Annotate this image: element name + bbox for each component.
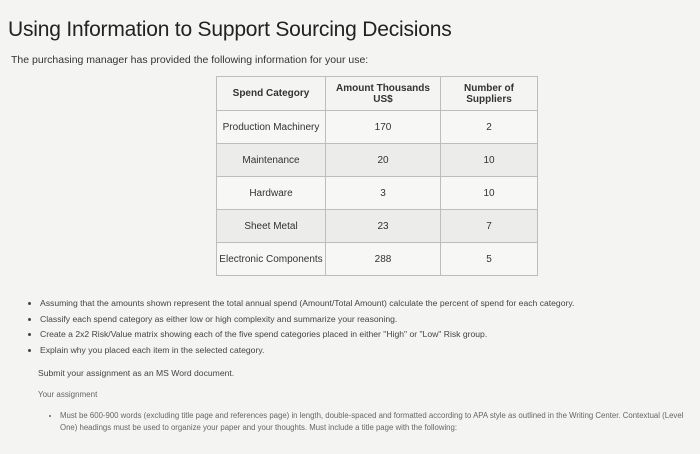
table-row <box>217 177 538 210</box>
table-row <box>217 111 538 144</box>
header-spend-category: Spend Category <box>217 77 326 111</box>
task-list <box>28 298 574 360</box>
list-item: • Classify each spend category as either low or high complexity and summarize your reasoning. <box>40 314 574 325</box>
cell-category: Sheet Metal <box>217 210 326 243</box>
cell-suppliers: 10 <box>441 177 538 210</box>
cell-suppliers: 5 <box>441 243 538 276</box>
cell-category: Production Machinery <box>217 111 326 144</box>
cell-suppliers: 7 <box>441 210 538 243</box>
assignment-list <box>48 410 700 433</box>
submit-instructions: Submit your assignment as an MS Word document. <box>38 368 235 378</box>
list-item: • Create a 2x2 Risk/Value matrix showing each of the five spend categories placed in either "High" or "Low" Risk group. <box>40 329 574 340</box>
table-row <box>217 243 538 276</box>
cell-amount: 20 <box>326 144 441 177</box>
cell-amount: 170 <box>326 111 441 144</box>
page-title: Using Information to Support Sourcing Decisions <box>8 18 452 41</box>
list-item: • Must be 600-900 words (excluding title page and references page) in length, double-spaced and formatted according to APA style as outlined in the Writing Center. Contextual (Level One) headings must be used to organize your paper and your thoughts. Must include a title page with the following: <box>60 410 700 433</box>
assignment-heading: Your assignment <box>38 390 98 399</box>
table-row <box>217 210 538 243</box>
cell-category: Hardware <box>217 177 326 210</box>
table-row <box>217 144 538 177</box>
header-suppliers: Number of Suppliers <box>441 77 538 111</box>
table-header-row <box>217 77 538 111</box>
cell-amount: 3 <box>326 177 441 210</box>
cell-amount: 23 <box>326 210 441 243</box>
list-item: • Explain why you placed each item in the selected category. <box>40 345 574 356</box>
cell-category: Maintenance <box>217 144 326 177</box>
cell-suppliers: 2 <box>441 111 538 144</box>
cell-category: Electronic Components <box>217 243 326 276</box>
cell-amount: 288 <box>326 243 441 276</box>
header-amount: Amount Thousands US$ <box>326 77 441 111</box>
cell-suppliers: 10 <box>441 144 538 177</box>
list-item: • Assuming that the amounts shown represent the total annual spend (Amount/Total Amount) calculate the percent of spend for each category. <box>40 298 574 309</box>
spend-table <box>216 76 538 276</box>
intro-text: The purchasing manager has provided the following information for your use: <box>11 54 369 66</box>
